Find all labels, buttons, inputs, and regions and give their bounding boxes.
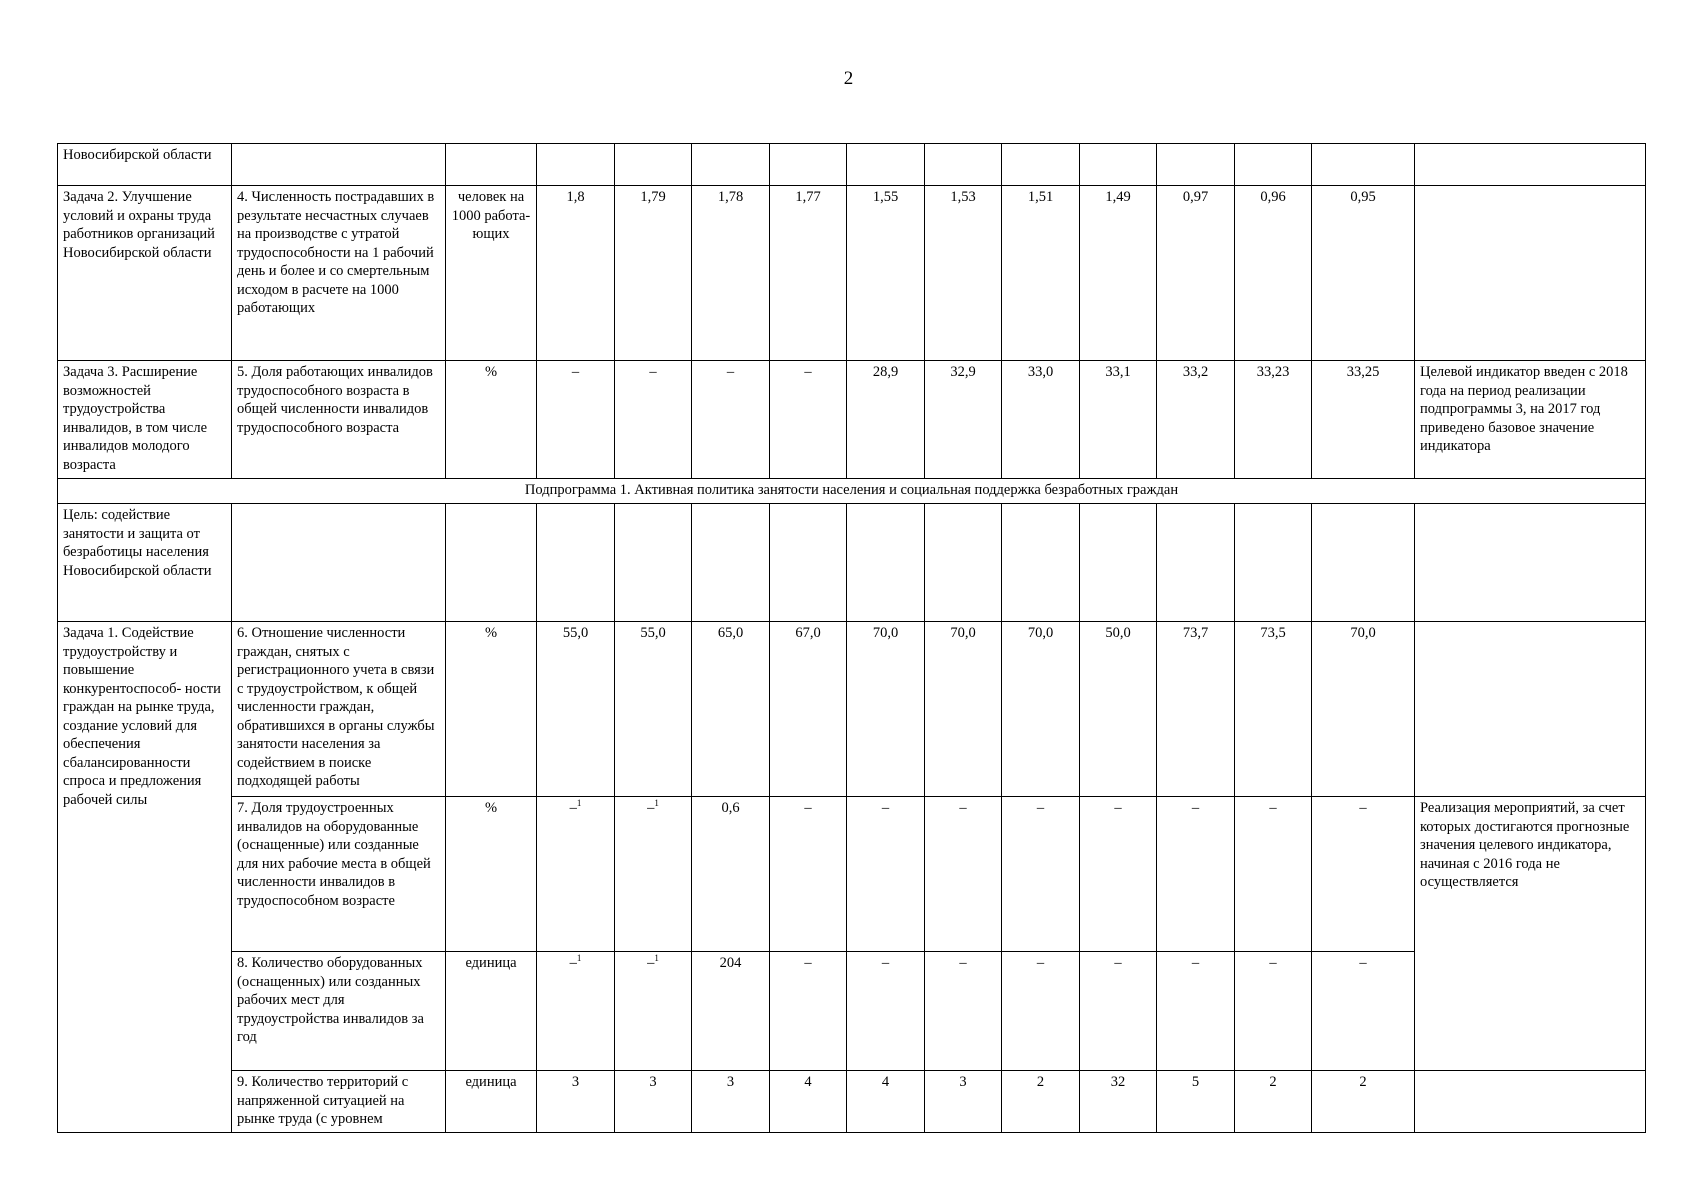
value-cell — [537, 144, 615, 186]
value-cell: 50,0 — [1080, 622, 1157, 797]
value-cell — [1002, 504, 1080, 622]
value-cell: 67,0 — [770, 622, 847, 797]
value-cell: 3 — [615, 1071, 692, 1133]
unit-cell: % — [446, 622, 537, 797]
subprogram-title: Подпрограмма 1. Активная политика занятости населения и социальная поддержка безработных граждан — [58, 479, 1646, 504]
value-cell: 4 — [770, 1071, 847, 1133]
value-cell: – — [770, 361, 847, 479]
value-cell — [847, 504, 925, 622]
value-cell — [1080, 144, 1157, 186]
value-cell: 33,2 — [1157, 361, 1235, 479]
value-cell — [925, 144, 1002, 186]
value-cell: 0,6 — [692, 797, 770, 952]
value-cell — [692, 504, 770, 622]
indicator-cell — [232, 504, 446, 622]
table-row — [58, 1071, 1646, 1133]
value-cell — [1157, 144, 1235, 186]
value-cell: 0,95 — [1312, 186, 1415, 361]
value-cell: – — [1157, 797, 1235, 952]
indicator-cell: 9. Количество территорий с напряженной ситуацией на рынке труда (с уровнем — [232, 1071, 446, 1133]
indicator-cell: 6. Отношение численности граждан, снятых с регистрационного учета в связи с трудоустройством, к общей численности граждан, обратившихся в органы службы занятости населения за содействием в поиске подходящей работы — [232, 622, 446, 797]
indicator-cell: 5. Доля работающих инвалидов трудоспособного возраста в общей численности инвалидов трудоспособного возраста — [232, 361, 446, 479]
value-cell: – — [1080, 797, 1157, 952]
value-cell: – — [1002, 952, 1080, 1071]
value-cell: 55,0 — [615, 622, 692, 797]
table-row — [58, 186, 1646, 361]
value-cell — [1157, 504, 1235, 622]
value-cell: 70,0 — [847, 622, 925, 797]
value-cell: –$^1$ — [615, 797, 692, 952]
value-cell: 3 — [692, 1071, 770, 1133]
value-cell: 28,9 — [847, 361, 925, 479]
value-cell: – — [925, 952, 1002, 1071]
page-number: 2 — [843, 68, 854, 89]
footnote-mark: 1 — [654, 798, 659, 808]
indicator-cell: 8. Количество оборудованных (оснащенных) или созданных рабочих мест для трудоустройства инвалидов за год — [232, 952, 446, 1071]
value-cell: 204 — [692, 952, 770, 1071]
footnote-mark: 1 — [654, 953, 659, 963]
value-cell: – — [1080, 952, 1157, 1071]
indicator-cell: 4. Численность пострадавших в результате несчастных случаев на производстве с утратой трудоспособности на 1 рабочий день и более и со смертельным исходом в расчете на 1000 работающих — [232, 186, 446, 361]
footnote-mark: 1 — [576, 953, 582, 963]
value-cell: – — [1002, 797, 1080, 952]
value-cell: – — [537, 361, 615, 479]
note-cell — [1415, 622, 1646, 797]
value-cell — [770, 504, 847, 622]
value-cell: 33,25 — [1312, 361, 1415, 479]
value-cell — [925, 504, 1002, 622]
value-cell: – — [1235, 797, 1312, 952]
value-cell: – — [770, 797, 847, 952]
value-cell: – — [1312, 952, 1415, 1071]
unit-cell: единица — [446, 952, 537, 1071]
value-cell: 55,0 — [537, 622, 615, 797]
value-cell: –$^1$ — [537, 797, 615, 952]
value-cell: 1,51 — [1002, 186, 1080, 361]
value-cell: 73,7 — [1157, 622, 1235, 797]
value-cell: 2 — [1002, 1071, 1080, 1133]
indicator-cell — [232, 144, 446, 186]
footnote-mark: 1 — [576, 798, 582, 808]
unit-cell — [446, 504, 537, 622]
value-cell — [1002, 144, 1080, 186]
unit-cell: единица — [446, 1071, 537, 1133]
value-cell: –$^1$ — [537, 952, 615, 1071]
value-cell — [1312, 144, 1415, 186]
indicators-table — [57, 143, 1646, 1133]
value-cell: 0,96 — [1235, 186, 1312, 361]
value-cell — [537, 504, 615, 622]
value-cell — [1312, 504, 1415, 622]
value-cell: 1,78 — [692, 186, 770, 361]
value-cell: 1,53 — [925, 186, 1002, 361]
value-cell: 33,1 — [1080, 361, 1157, 479]
table-row — [58, 622, 1646, 797]
table-row — [58, 952, 1646, 1071]
value-cell — [692, 144, 770, 186]
value-cell — [1080, 504, 1157, 622]
note-cell — [1415, 504, 1646, 622]
value-cell: 1,49 — [1080, 186, 1157, 361]
unit-cell: % — [446, 797, 537, 952]
value-cell — [770, 144, 847, 186]
note-cell — [1415, 1071, 1646, 1133]
value-cell: – — [615, 361, 692, 479]
value-cell: 1,77 — [770, 186, 847, 361]
value-cell: 33,23 — [1235, 361, 1312, 479]
value-cell: 32 — [1080, 1071, 1157, 1133]
unit-cell: % — [446, 361, 537, 479]
value-cell: – — [1157, 952, 1235, 1071]
value-cell: – — [770, 952, 847, 1071]
value-cell: 65,0 — [692, 622, 770, 797]
value-cell: – — [847, 797, 925, 952]
indicator-cell: 7. Доля трудоустроенных инвалидов на оборудованные (оснащенные) или созданные для них рабочие места в общей численности инвалидов в трудоспособном возрасте — [232, 797, 446, 952]
goal-cell: Задача 2. Улучшение условий и охраны труда работников организаций Новосибирской области — [58, 186, 232, 361]
value-cell: – — [692, 361, 770, 479]
note-cell — [1415, 144, 1646, 186]
value-cell: 3 — [537, 1071, 615, 1133]
value-cell: 73,5 — [1235, 622, 1312, 797]
value-cell: – — [847, 952, 925, 1071]
value-cell: 1,8 — [537, 186, 615, 361]
value-cell: 2 — [1235, 1071, 1312, 1133]
value-cell: 2 — [1312, 1071, 1415, 1133]
value-cell: 1,55 — [847, 186, 925, 361]
subprogram-row — [58, 479, 1646, 504]
table-row — [58, 504, 1646, 622]
value-cell — [847, 144, 925, 186]
goal-cell: Задача 1. Содействие трудоустройству и повышение конкурентоспособ- ности граждан на рынке труда, создание условий для обеспечения сбалансированности спроса и предложения рабочей силы — [58, 622, 232, 1133]
unit-cell — [446, 144, 537, 186]
value-cell: 3 — [925, 1071, 1002, 1133]
goal-cell: Цель: содействие занятости и защита от безработицы населения Новосибирской области — [58, 504, 232, 622]
value-cell — [615, 504, 692, 622]
note-cell — [1415, 186, 1646, 361]
value-cell: 5 — [1157, 1071, 1235, 1133]
unit-cell: человек на 1000 работа- ющих — [446, 186, 537, 361]
value-cell: 70,0 — [1312, 622, 1415, 797]
goal-cell: Задача 3. Расширение возможностей трудоустройства инвалидов, в том числе инвалидов молодого возраста — [58, 361, 232, 479]
value-cell — [1235, 504, 1312, 622]
note-cell: Целевой индикатор введен с 2018 года на период реализации подпрограммы 3, на 2017 год приведено базовое значение индикатора — [1415, 361, 1646, 479]
value-cell: 70,0 — [925, 622, 1002, 797]
value-cell: – — [1312, 797, 1415, 952]
value-cell: 0,97 — [1157, 186, 1235, 361]
value-cell: – — [925, 797, 1002, 952]
goal-cell: Новосибирской области — [58, 144, 232, 186]
value-cell — [1235, 144, 1312, 186]
table-row — [58, 144, 1646, 186]
value-cell: 33,0 — [1002, 361, 1080, 479]
value-cell: 1,79 — [615, 186, 692, 361]
value-cell: 4 — [847, 1071, 925, 1133]
value-cell: –$^1$ — [615, 952, 692, 1071]
table-row — [58, 361, 1646, 479]
value-cell: – — [1235, 952, 1312, 1071]
value-cell — [615, 144, 692, 186]
value-cell: 32,9 — [925, 361, 1002, 479]
value-cell: 70,0 — [1002, 622, 1080, 797]
note-cell: Реализация мероприятий, за счет которых достигаются прогнозные значения целевого индикатора, начиная с 2016 года не осуществляется — [1415, 797, 1646, 1071]
table-row — [58, 797, 1646, 952]
